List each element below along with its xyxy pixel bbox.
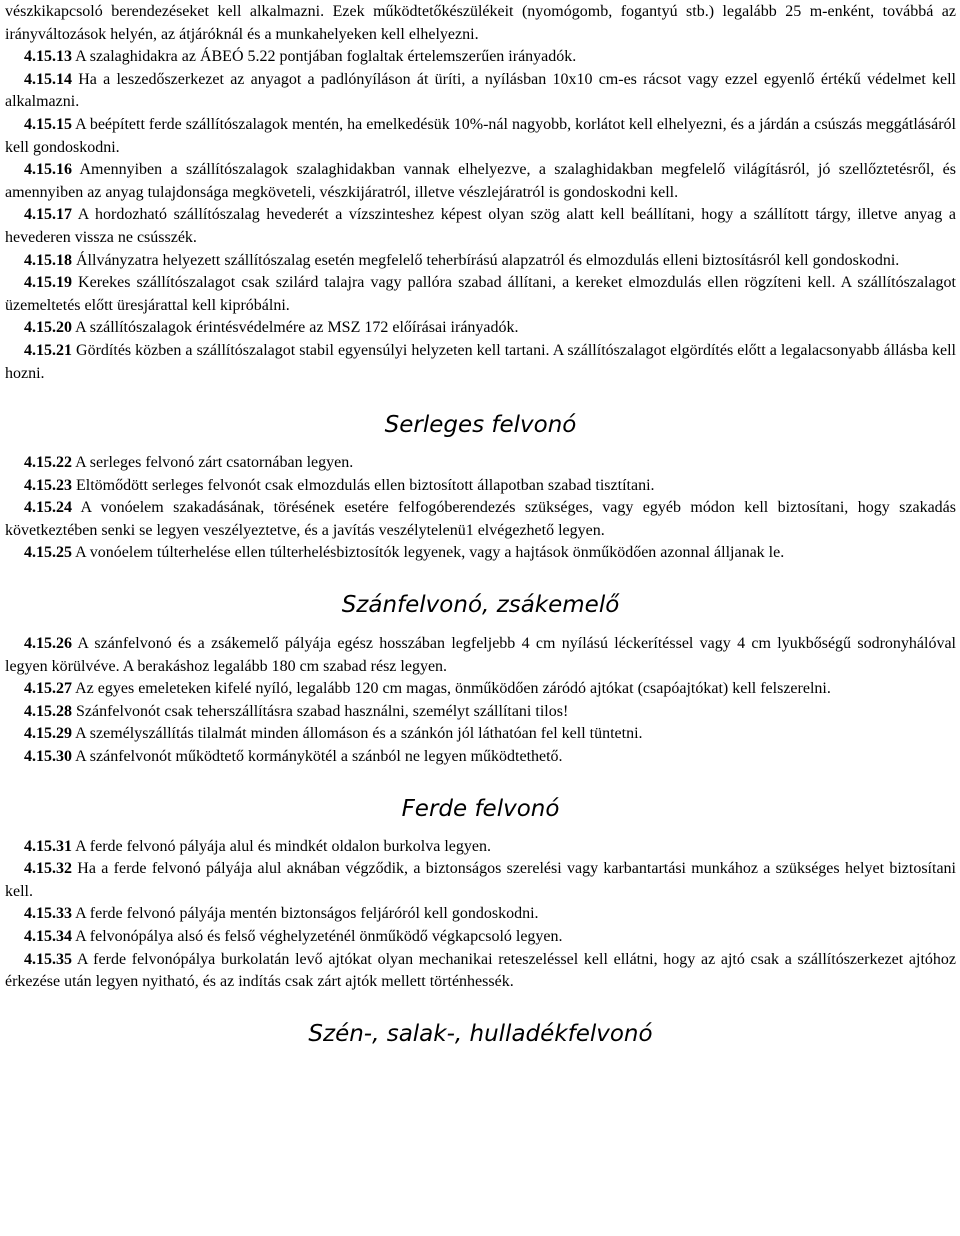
paragraph-number: 4.15.27 — [24, 680, 72, 698]
paragraph-number: 4.15.22 — [24, 454, 72, 472]
paragraph-text: Kerekes szállítószalagot csak szilárd talajra vagy pallóra szabad állítani, a kereket elmozdulás ellen rögzíteni kell. A szállítószalagot üzemeltetés előtt üresjárattal kell kipróbálni. — [5, 274, 956, 314]
paragraph-text: vészkikapcsoló berendezéseket kell alkalmazni. Ezek működtetőkészülékeit (nyomógomb, fogantyú stb.) legalább 25 m-enként, továbbá az irányváltozások helyén, az átjáróknál és a munkahelyeken kell elhelyezni. — [5, 3, 956, 43]
paragraph-4-15-35 — [5, 949, 956, 994]
paragraph-text: A felvonópálya alsó és felső véghelyzeténél önműködő végkapcsoló legyen. — [72, 928, 563, 945]
paragraph-4-15-23 — [5, 475, 956, 498]
paragraph-4-15-33 — [5, 903, 956, 926]
paragraph-text: A ferde felvonó pályája mentén biztonságos feljáróról kell gondoskodni. — [72, 905, 539, 923]
paragraph-4-15-24 — [5, 497, 956, 542]
paragraph-text: Gördítés közben a szállítószalagot stabil egyensúlyi helyzeten kell tartani. A szállítószalagot elgördítés előtt a legalacsonyabb állásba kell hozni. — [5, 341, 956, 382]
paragraph-number: 4.15.30 — [24, 748, 72, 766]
paragraph-4-15-31 — [5, 836, 956, 859]
paragraph-4-15-27 — [5, 678, 956, 701]
paragraph-text: A beépített ferde szállítószalagok mentén, ha emelkedésük 10%-nál nagyobb, korlátot kell elhelyezni, és a járdán a csúszás meggátlásáról kell gondoskodni. — [5, 115, 956, 156]
paragraph-4-15-14 — [5, 69, 956, 114]
paragraph-4-15-20 — [5, 317, 956, 340]
paragraph-number: 4.15.24 — [24, 499, 72, 517]
paragraph-number: 4.15.15 — [24, 115, 72, 133]
paragraph-4-15-13 — [5, 46, 956, 69]
paragraph-text: A szalaghidakra az ÁBEÓ 5.22 pontjában foglaltak értelemszerűen irányadók. — [72, 48, 577, 66]
paragraph-4-15-25 — [5, 542, 956, 565]
section-heading-szanfelvono-zsakemelo: Szánfelvonó, zsákemelő — [341, 592, 620, 619]
paragraph-number: 4.15.20 — [24, 319, 72, 337]
paragraph-text: A szállítószalagok érintésvédelmére az MSZ 172 előírásai irányadók. — [72, 319, 519, 337]
paragraph-text: A hordozható szállítószalag hevederét a vízszinteshez képest olyan szög alatt kell beállítani, hogy a szállított tárgy, illetve anyag a hevederen vissza ne csússzék. — [5, 206, 956, 246]
paragraph-number: 4.15.21 — [24, 341, 72, 359]
paragraph-number: 4.15.13 — [24, 48, 72, 66]
paragraph-text: A vonóelem szakadásának, törésének esetére felfogóberendezés szükséges, vagy egyéb módon kell biztosítani, hogy szakadás következtében senki se legyen veszélyeztetve, és a javítás veszélytelenü1 elvégezhető legyen. — [5, 499, 956, 539]
paragraph-4-15-30 — [5, 746, 956, 769]
paragraph-number: 4.15.14 — [24, 70, 72, 88]
paragraph-continuation — [5, 1, 956, 46]
paragraph-4-15-16 — [5, 159, 956, 204]
paragraph-number: 4.15.25 — [24, 544, 72, 562]
paragraph-text: Amennyiben a szállítószalagok szalaghidakban vannak elhelyezve, a szalaghidakban megfelelő világításról, jó szellőztetésről, és amennyiben az anyag tulajdonsága megköveteli, vészkijáratról, illetve vészlejáratról is gondoskodni kell. — [5, 161, 956, 201]
paragraph-text: A szánfelvonó és a zsákemelő pályája egész hosszában legfeljebb 4 cm nyílású léckerítéssel vagy 4 cm lyukbőségű sodronyhálóval legyen körülvéve. A berakáshoz legalább 180 cm szabad rész legyen. — [5, 635, 956, 675]
paragraph-4-15-17 — [5, 204, 956, 249]
section-heading-ferde-felvono: Ferde felvonó — [401, 795, 560, 822]
paragraph-4-15-28 — [5, 701, 956, 724]
paragraph-number: 4.15.33 — [24, 905, 72, 923]
paragraph-4-15-21 — [5, 340, 956, 385]
paragraph-text: A szánfelvonót működtető kormánykötél a szánból ne legyen működtethető. — [72, 748, 563, 766]
paragraph-number: 4.15.31 — [24, 837, 72, 855]
paragraph-text: Ha a leszedőszerkezet az anyagot a padlónyíláson át üríti, a nyílásban 10x10 cm-es rácsot vagy ezzel egyenlő értékű védelmet kell alkalmazni. — [5, 70, 956, 111]
paragraph-number: 4.15.17 — [24, 206, 72, 224]
paragraph-4-15-15 — [5, 114, 956, 159]
paragraph-text: A személyszállítás tilalmát minden állomáson és a szánkón jól láthatóan fel kell tüntetni. — [72, 725, 643, 743]
paragraph-4-15-26 — [5, 633, 956, 678]
paragraph-text: Ha a ferde felvonó pályája alul aknában végződik, a biztonságos szerelési vagy karbantartási munkához a szükséges helyet biztosítani kell. — [5, 860, 956, 900]
paragraph-number: 4.15.29 — [24, 725, 72, 743]
paragraph-text: A vonóelem túlterhelése ellen túlterhelésbiztosítók legyenek, vagy a hajtások önműködően azonnal álljanak le. — [72, 544, 785, 562]
paragraph-4-15-18 — [5, 250, 956, 273]
paragraph-4-15-32 — [5, 858, 956, 903]
paragraph-text: A serleges felvonó zárt csatornában legyen. — [72, 454, 354, 472]
paragraph-4-15-19 — [5, 272, 956, 317]
paragraph-text: Állványzatra helyezett szállítószalag esetén megfelelő teherbírású alapzatról és elmozdulás elleni biztosításról kell gondoskodni. — [72, 251, 900, 269]
paragraph-text: A ferde felvonópálya burkolatán levő ajtókat olyan mechanikai reteszeléssel kell ellátni, hogy az ajtó csak a szállítószerkezet ajtóhoz érkezése után legyen nyitható, és az indítás csak zárt ajtók mellett történhessék. — [5, 950, 956, 991]
paragraph-number: 4.15.32 — [24, 860, 72, 878]
paragraph-4-15-22 — [5, 452, 956, 475]
paragraph-number: 4.15.16 — [24, 161, 72, 179]
paragraph-number: 4.15.18 — [24, 251, 72, 269]
paragraph-text: Eltömődött serleges felvonót csak elmozdulás ellen biztosított állapotban szabad tisztítani. — [72, 476, 655, 494]
paragraph-4-15-29 — [5, 723, 956, 746]
paragraph-number: 4.15.34 — [24, 928, 72, 945]
paragraph-number: 4.15.19 — [24, 274, 72, 292]
section-heading-serleges-felvono: Serleges felvonó — [384, 412, 577, 439]
section-heading-szen-salak-hulladekfelvono: Szén-, salak-, hulladékfelvonó — [308, 1020, 653, 1047]
paragraph-number: 4.15.35 — [24, 950, 72, 968]
document-page — [5, 1, 956, 1048]
paragraph-text: A ferde felvonó pályája alul és mindkét oldalon burkolva legyen. — [72, 837, 491, 855]
paragraph-number: 4.15.23 — [24, 476, 72, 494]
paragraph-number: 4.15.26 — [24, 635, 72, 653]
paragraph-text: Az egyes emeleteken kifelé nyíló, legalább 120 cm magas, önműködően záródó ajtókat (csapóajtókat) kell felszerelni. — [72, 680, 831, 698]
paragraph-text: Szánfelvonót csak teherszállításra szabad használni, személyt szállítani tilos! — [72, 702, 569, 720]
paragraph-4-15-34 — [5, 926, 956, 949]
paragraph-number: 4.15.28 — [24, 702, 72, 720]
